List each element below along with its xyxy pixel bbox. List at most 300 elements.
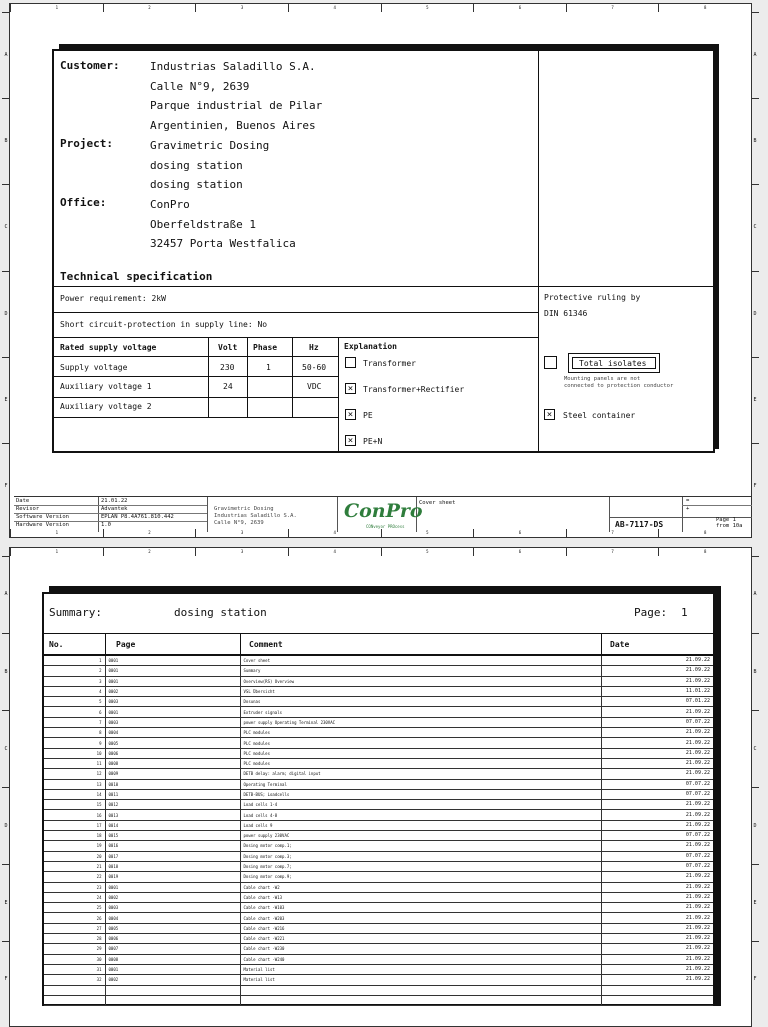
- row-date: 21.09.22: [601, 892, 713, 902]
- ruler-tick: [2, 98, 10, 99]
- table-row: [44, 748, 713, 758]
- steel-container-label: Steel container: [563, 411, 636, 420]
- ruler-column: 5: [381, 4, 474, 12]
- ruler-row-label: E: [4, 899, 8, 906]
- row-number: 18: [44, 831, 105, 841]
- ruler-tick: [751, 941, 759, 942]
- row-comment: Material list: [240, 964, 601, 974]
- row-number: 26: [44, 913, 105, 923]
- row-date: 21.09.22: [601, 656, 713, 666]
- row-date: 07.07.22: [601, 717, 713, 727]
- tb-project-line: Calle N°9, 2639: [214, 520, 264, 526]
- table-row: [44, 861, 713, 871]
- summary-table: [44, 656, 713, 1006]
- row-comment: Cable chart -W240: [240, 954, 601, 964]
- table-row: [44, 769, 713, 779]
- table-row: [44, 758, 713, 768]
- ruler-row-label: D: [753, 310, 757, 317]
- tb-drawing-number: AB-7117-DS: [615, 520, 664, 529]
- ruler-row-label: B: [753, 138, 757, 145]
- tb-date-label: Date: [16, 498, 30, 504]
- ruler-tick: [2, 787, 10, 788]
- ruler-row-label: A: [753, 52, 757, 59]
- row-number: 5: [44, 697, 105, 707]
- column-header-no: No.: [49, 640, 64, 649]
- conpro-logo: ConPro: [344, 500, 423, 522]
- row-date: 21.09.22: [601, 676, 713, 686]
- row-comment: power supply 230VAC: [240, 831, 601, 841]
- voltage-header-volt: Volt: [218, 343, 238, 352]
- table-row: [44, 892, 713, 902]
- row-comment: Dosing motor comp.3;: [240, 851, 601, 861]
- steel-container-checkbox[interactable]: ×: [544, 409, 555, 420]
- voltage-header-name: Rated supply voltage: [60, 343, 157, 352]
- ruler-row-label: D: [4, 310, 8, 317]
- transformer-label: Transformer: [363, 359, 416, 368]
- protective-ruling-label: Protective ruling by: [544, 293, 641, 302]
- project-line: dosing station: [150, 178, 243, 192]
- total-isolates-box: [568, 353, 660, 373]
- ruler-column: 7: [566, 529, 659, 537]
- table-row: [44, 903, 713, 913]
- summary-title: Summary:: [49, 606, 102, 619]
- row-number: 27: [44, 923, 105, 933]
- row-number: 7: [44, 717, 105, 727]
- row-date: 11.01.22: [601, 686, 713, 696]
- ruler-tick: [2, 633, 10, 634]
- ruler-tick: [2, 12, 10, 13]
- table-row: [44, 738, 713, 748]
- row-comment: Load cells 4-8: [240, 810, 601, 820]
- row-comment: Dosunas: [240, 697, 601, 707]
- row-comment: PLC modules: [240, 758, 601, 768]
- ruler-column: 3: [195, 4, 288, 12]
- table-row: [44, 985, 713, 995]
- ruler-column: 6: [473, 4, 566, 12]
- row-page: 0018: [105, 861, 240, 871]
- customer-address: [150, 57, 322, 254]
- customer-line: Calle N°9, 2639: [150, 79, 250, 93]
- row-page: 0009: [105, 769, 240, 779]
- row-page: 0001: [105, 707, 240, 717]
- voltage-row-volt: 24: [223, 382, 233, 391]
- row-number: 23: [44, 882, 105, 892]
- ruler-tick: [751, 633, 759, 634]
- table-row: [44, 964, 713, 974]
- row-date: 21.09.22: [601, 800, 713, 810]
- table-row: [44, 995, 713, 1005]
- tb-software-value: EPLAN P8.4A761.810.442: [101, 514, 174, 520]
- row-page: 0003: [105, 697, 240, 707]
- row-page: 0001: [105, 666, 240, 676]
- row-page: 0017: [105, 851, 240, 861]
- ruler-row-label: C: [753, 224, 757, 231]
- row-date: 07.07.22: [601, 831, 713, 841]
- row-date: 21.09.22: [601, 707, 713, 717]
- row-date: 21.09.22: [601, 954, 713, 964]
- table-row: [44, 707, 713, 717]
- row-comment: [240, 985, 601, 995]
- row-date: 21.09.22: [601, 944, 713, 954]
- row-comment: DETB-BUS; Loadcells: [240, 789, 601, 799]
- row-date: 21.09.22: [601, 934, 713, 944]
- table-row: [44, 728, 713, 738]
- row-comment: PLC modules: [240, 738, 601, 748]
- row-comment: Load cells 9: [240, 820, 601, 830]
- ruler-tick: [2, 443, 10, 444]
- row-page: 0013: [105, 810, 240, 820]
- ruler-tick: [751, 710, 759, 711]
- project-line: dosing station: [150, 158, 243, 172]
- row-page: [105, 985, 240, 995]
- ruler-column: 2: [103, 548, 196, 556]
- customer-line: Industrias Saladillo S.A.: [150, 60, 316, 73]
- mounting-note-line: Mounting panels are not: [564, 376, 641, 382]
- row-date: 21.09.22: [601, 872, 713, 882]
- office-label: Office:: [60, 196, 107, 209]
- top-ruler: [10, 548, 751, 556]
- row-number: 13: [44, 779, 105, 789]
- voltage-row-hz: 50-60: [302, 363, 327, 372]
- ruler-tick: [2, 864, 10, 865]
- row-page: 0001: [105, 882, 240, 892]
- row-comment: Cable chart -W216: [240, 923, 601, 933]
- row-number: 10: [44, 748, 105, 758]
- ruler-row-label: F: [4, 976, 8, 983]
- tb-hardware-label: Hardware Version: [16, 522, 69, 528]
- row-date: 21.09.22: [601, 758, 713, 768]
- row-comment: VSL Übersicht: [240, 686, 601, 696]
- transformer-rectifier-label: Transformer+Rectifier: [363, 385, 465, 394]
- row-date: 21.09.22: [601, 666, 713, 676]
- tb-plus-sign: +: [686, 506, 690, 512]
- row-comment: Cable chart -W2: [240, 882, 601, 892]
- office-line: 32457 Porta Westfalica: [150, 237, 296, 251]
- ruler-column: 6: [473, 529, 566, 537]
- row-number: 29: [44, 944, 105, 954]
- total-isolates-checkbox[interactable]: [544, 356, 557, 369]
- project-line: Gravimetric Dosing: [150, 138, 270, 152]
- right-ruler: [751, 556, 759, 1018]
- mounting-note: [564, 376, 673, 390]
- mounting-note-line: connected to protection conductor: [564, 383, 674, 389]
- pe-checkbox[interactable]: ×: [345, 409, 356, 420]
- voltage-row-volt: 230: [220, 363, 235, 372]
- table-row: [44, 666, 713, 676]
- table-row: [44, 934, 713, 944]
- ruler-column: 2: [103, 529, 196, 537]
- ruler-column: 1: [10, 529, 103, 537]
- ruler-row-label: F: [4, 482, 8, 489]
- din-standard: DIN 61346: [544, 309, 588, 318]
- row-comment: Operating Terminal: [240, 779, 601, 789]
- row-page: 0011: [105, 789, 240, 799]
- row-page: 0016: [105, 841, 240, 851]
- row-number: 15: [44, 800, 105, 810]
- ruler-row-label: C: [753, 745, 757, 752]
- ruler-row-label: B: [4, 138, 8, 145]
- row-number: 9: [44, 738, 105, 748]
- row-comment: Cable chart -W230: [240, 944, 601, 954]
- left-ruler: [2, 12, 10, 529]
- row-date: 07.01.22: [601, 697, 713, 707]
- row-page: 0004: [105, 728, 240, 738]
- row-date: 21.09.22: [601, 882, 713, 892]
- row-date: 21.09.22: [601, 810, 713, 820]
- row-date: 21.09.22: [601, 913, 713, 923]
- table-row: [44, 872, 713, 882]
- summary-page-number: 1: [681, 606, 688, 619]
- ruler-tick: [2, 184, 10, 185]
- ruler-column: 1: [10, 4, 103, 12]
- row-page: 0007: [105, 944, 240, 954]
- row-page: 0002: [105, 892, 240, 902]
- office-line: Oberfeldstraße 1: [150, 217, 256, 231]
- row-comment: PLC modules: [240, 728, 601, 738]
- customer-line: Parque industrial de Pilar: [150, 99, 323, 113]
- tb-date-value: 21.01.22: [101, 498, 128, 504]
- ruler-row-label: D: [4, 822, 8, 829]
- row-page: 0019: [105, 872, 240, 882]
- cover-sheet: [4, 3, 757, 538]
- row-comment: Cover sheet: [240, 656, 601, 666]
- column-header-page: Page: [116, 640, 136, 649]
- ruler-column: 8: [658, 529, 751, 537]
- row-number: 22: [44, 872, 105, 882]
- row-page: 0006: [105, 748, 240, 758]
- ruler-row-label: B: [4, 668, 8, 675]
- row-page: 0010: [105, 779, 240, 789]
- row-number: 11: [44, 758, 105, 768]
- row-comment: Load cells 1-4: [240, 800, 601, 810]
- row-number: 12: [44, 769, 105, 779]
- row-comment: Dosing motor comp.7;: [240, 861, 601, 871]
- row-page: 0008: [105, 954, 240, 964]
- tb-software-label: Software Version: [16, 514, 69, 520]
- ruler-column: 7: [566, 4, 659, 12]
- row-number: 8: [44, 728, 105, 738]
- transformer-checkbox[interactable]: [345, 357, 356, 368]
- row-number: 19: [44, 841, 105, 851]
- ruler-column: 4: [288, 529, 381, 537]
- row-comment: Dosing motor comp.9;: [240, 872, 601, 882]
- title-block: [14, 496, 752, 532]
- pe-n-label: PE+N: [363, 437, 383, 446]
- row-page: 0001: [105, 964, 240, 974]
- row-number: 4: [44, 686, 105, 696]
- ruler-tick: [751, 357, 759, 358]
- ruler-column: 3: [195, 529, 288, 537]
- row-page: [105, 995, 240, 1005]
- row-date: 21.09.22: [601, 964, 713, 974]
- table-row: [44, 954, 713, 964]
- row-date: 21.09.22: [601, 728, 713, 738]
- table-row: [44, 975, 713, 985]
- ruler-tick: [751, 184, 759, 185]
- ruler-column: 3: [195, 548, 288, 556]
- ruler-column: 1: [10, 548, 103, 556]
- row-comment: Material list: [240, 975, 601, 985]
- tb-sheet-title: Cover sheet: [419, 500, 456, 506]
- top-ruler: [10, 4, 751, 12]
- ruler-row-label: C: [4, 745, 8, 752]
- row-page: 0001: [105, 676, 240, 686]
- row-number: 25: [44, 903, 105, 913]
- table-row: [44, 800, 713, 810]
- cover-frame: [52, 49, 715, 453]
- row-date: 07.07.22: [601, 779, 713, 789]
- row-page: 0001: [105, 656, 240, 666]
- row-number: 20: [44, 851, 105, 861]
- pe-label: PE: [363, 411, 373, 420]
- tb-hardware-value: 1.0: [101, 522, 111, 528]
- project-label: Project:: [60, 137, 113, 150]
- row-date: 21.09.22: [601, 923, 713, 933]
- row-comment: Cable chart -W221: [240, 934, 601, 944]
- tech-spec-title: Technical specification: [60, 270, 213, 283]
- row-number: [44, 995, 105, 1005]
- row-number: 1: [44, 656, 105, 666]
- ruler-row-label: E: [753, 396, 757, 403]
- tb-project-line: Industrias Saladillo S.A.: [214, 513, 297, 519]
- tb-eq-sign: =: [686, 498, 690, 504]
- summary-sheet: [4, 547, 757, 1027]
- summary-page-label: Page:: [634, 606, 668, 619]
- row-comment: Cable chart -W103: [240, 903, 601, 913]
- row-page: 0004: [105, 913, 240, 923]
- row-date: 21.09.22: [601, 903, 713, 913]
- row-number: 2: [44, 666, 105, 676]
- ruler-tick: [2, 710, 10, 711]
- voltage-header-phase: Phase: [253, 343, 278, 352]
- row-comment: Extruder signals: [240, 707, 601, 717]
- row-number: 21: [44, 861, 105, 871]
- ruler-column: 4: [288, 4, 381, 12]
- row-number: 28: [44, 934, 105, 944]
- row-page: 0015: [105, 831, 240, 841]
- office-line: ConPro: [150, 197, 190, 211]
- ruler-row-label: D: [753, 822, 757, 829]
- table-row: [44, 923, 713, 933]
- table-row: [44, 913, 713, 923]
- power-requirement: Power requirement: 2kW: [60, 294, 166, 303]
- left-ruler: [2, 556, 10, 1018]
- ruler-column: 5: [381, 529, 474, 537]
- row-number: 24: [44, 892, 105, 902]
- row-page: 0014: [105, 820, 240, 830]
- row-number: 14: [44, 789, 105, 799]
- row-number: 6: [44, 707, 105, 717]
- row-comment: Overview(RS) Overview: [240, 676, 601, 686]
- transformer-rectifier-checkbox[interactable]: ×: [345, 383, 356, 394]
- column-header-comment: Comment: [249, 640, 283, 649]
- short-circuit-protection: Short circuit-protection in supply line: No: [60, 320, 268, 329]
- summary-subtitle: dosing station: [174, 606, 267, 619]
- row-number: 31: [44, 964, 105, 974]
- table-row: [44, 789, 713, 799]
- row-page: 0012: [105, 800, 240, 810]
- customer-label: Customer:: [60, 59, 120, 72]
- ruler-row-label: A: [753, 591, 757, 598]
- table-row: [44, 656, 713, 666]
- tb-project-info: [214, 506, 297, 527]
- row-comment: Cable chart -W203: [240, 913, 601, 923]
- ruler-tick: [751, 443, 759, 444]
- row-date: 21.09.22: [601, 738, 713, 748]
- table-row: [44, 820, 713, 830]
- row-number: [44, 985, 105, 995]
- table-row: [44, 841, 713, 851]
- row-number: 3: [44, 676, 105, 686]
- row-page: 0003: [105, 717, 240, 727]
- table-row: [44, 676, 713, 686]
- voltage-row-hz: VDC: [307, 382, 322, 391]
- ruler-row-label: C: [4, 224, 8, 231]
- row-page: 0006: [105, 934, 240, 944]
- ruler-tick: [2, 271, 10, 272]
- ruler-column: 8: [658, 4, 751, 12]
- ruler-tick: [751, 98, 759, 99]
- table-row: [44, 810, 713, 820]
- voltage-row-name: Auxiliary voltage 2: [60, 402, 152, 411]
- row-comment: PLC modules: [240, 748, 601, 758]
- row-date: 21.09.22: [601, 975, 713, 985]
- ruler-row-label: F: [753, 482, 757, 489]
- row-page: 0005: [105, 738, 240, 748]
- row-page: 0002: [105, 975, 240, 985]
- table-row: [44, 944, 713, 954]
- ruler-column: 4: [288, 548, 381, 556]
- ruler-tick: [2, 556, 10, 557]
- row-date: [601, 985, 713, 995]
- row-date: 07.07.22: [601, 851, 713, 861]
- row-number: 17: [44, 820, 105, 830]
- ruler-row-label: B: [753, 668, 757, 675]
- ruler-tick: [751, 787, 759, 788]
- table-row: [44, 717, 713, 727]
- ruler-tick: [751, 864, 759, 865]
- row-comment: power supply Operating Terminal 230VAC: [240, 717, 601, 727]
- total-isolates-label: Total isolates: [579, 359, 647, 368]
- table-row: [44, 851, 713, 861]
- ruler-row-label: A: [4, 591, 8, 598]
- table-row: [44, 779, 713, 789]
- ruler-column: 6: [473, 548, 566, 556]
- row-date: 21.09.22: [601, 841, 713, 851]
- ruler-column: 2: [103, 4, 196, 12]
- row-date: [601, 995, 713, 1005]
- row-page: 0002: [105, 686, 240, 696]
- tb-revisor-label: Revisor: [16, 506, 40, 512]
- row-comment: [240, 995, 601, 1005]
- row-page: 0005: [105, 923, 240, 933]
- column-header-date: Date: [610, 640, 630, 649]
- ruler-tick: [751, 556, 759, 557]
- tb-revisor-value: Advantek: [101, 506, 128, 512]
- row-comment: Cable chart -W13: [240, 892, 601, 902]
- voltage-header-hz: Hz: [309, 343, 319, 352]
- row-date: 21.09.22: [601, 820, 713, 830]
- customer-line: Argentinien, Buenos Aires: [150, 119, 316, 133]
- right-ruler: [751, 12, 759, 529]
- table-row: [44, 831, 713, 841]
- row-page: 0008: [105, 758, 240, 768]
- ruler-column: 8: [658, 548, 751, 556]
- pe-n-checkbox[interactable]: ×: [345, 435, 356, 446]
- row-date: 07.07.22: [601, 861, 713, 871]
- table-row: [44, 697, 713, 707]
- ruler-row-label: F: [753, 976, 757, 983]
